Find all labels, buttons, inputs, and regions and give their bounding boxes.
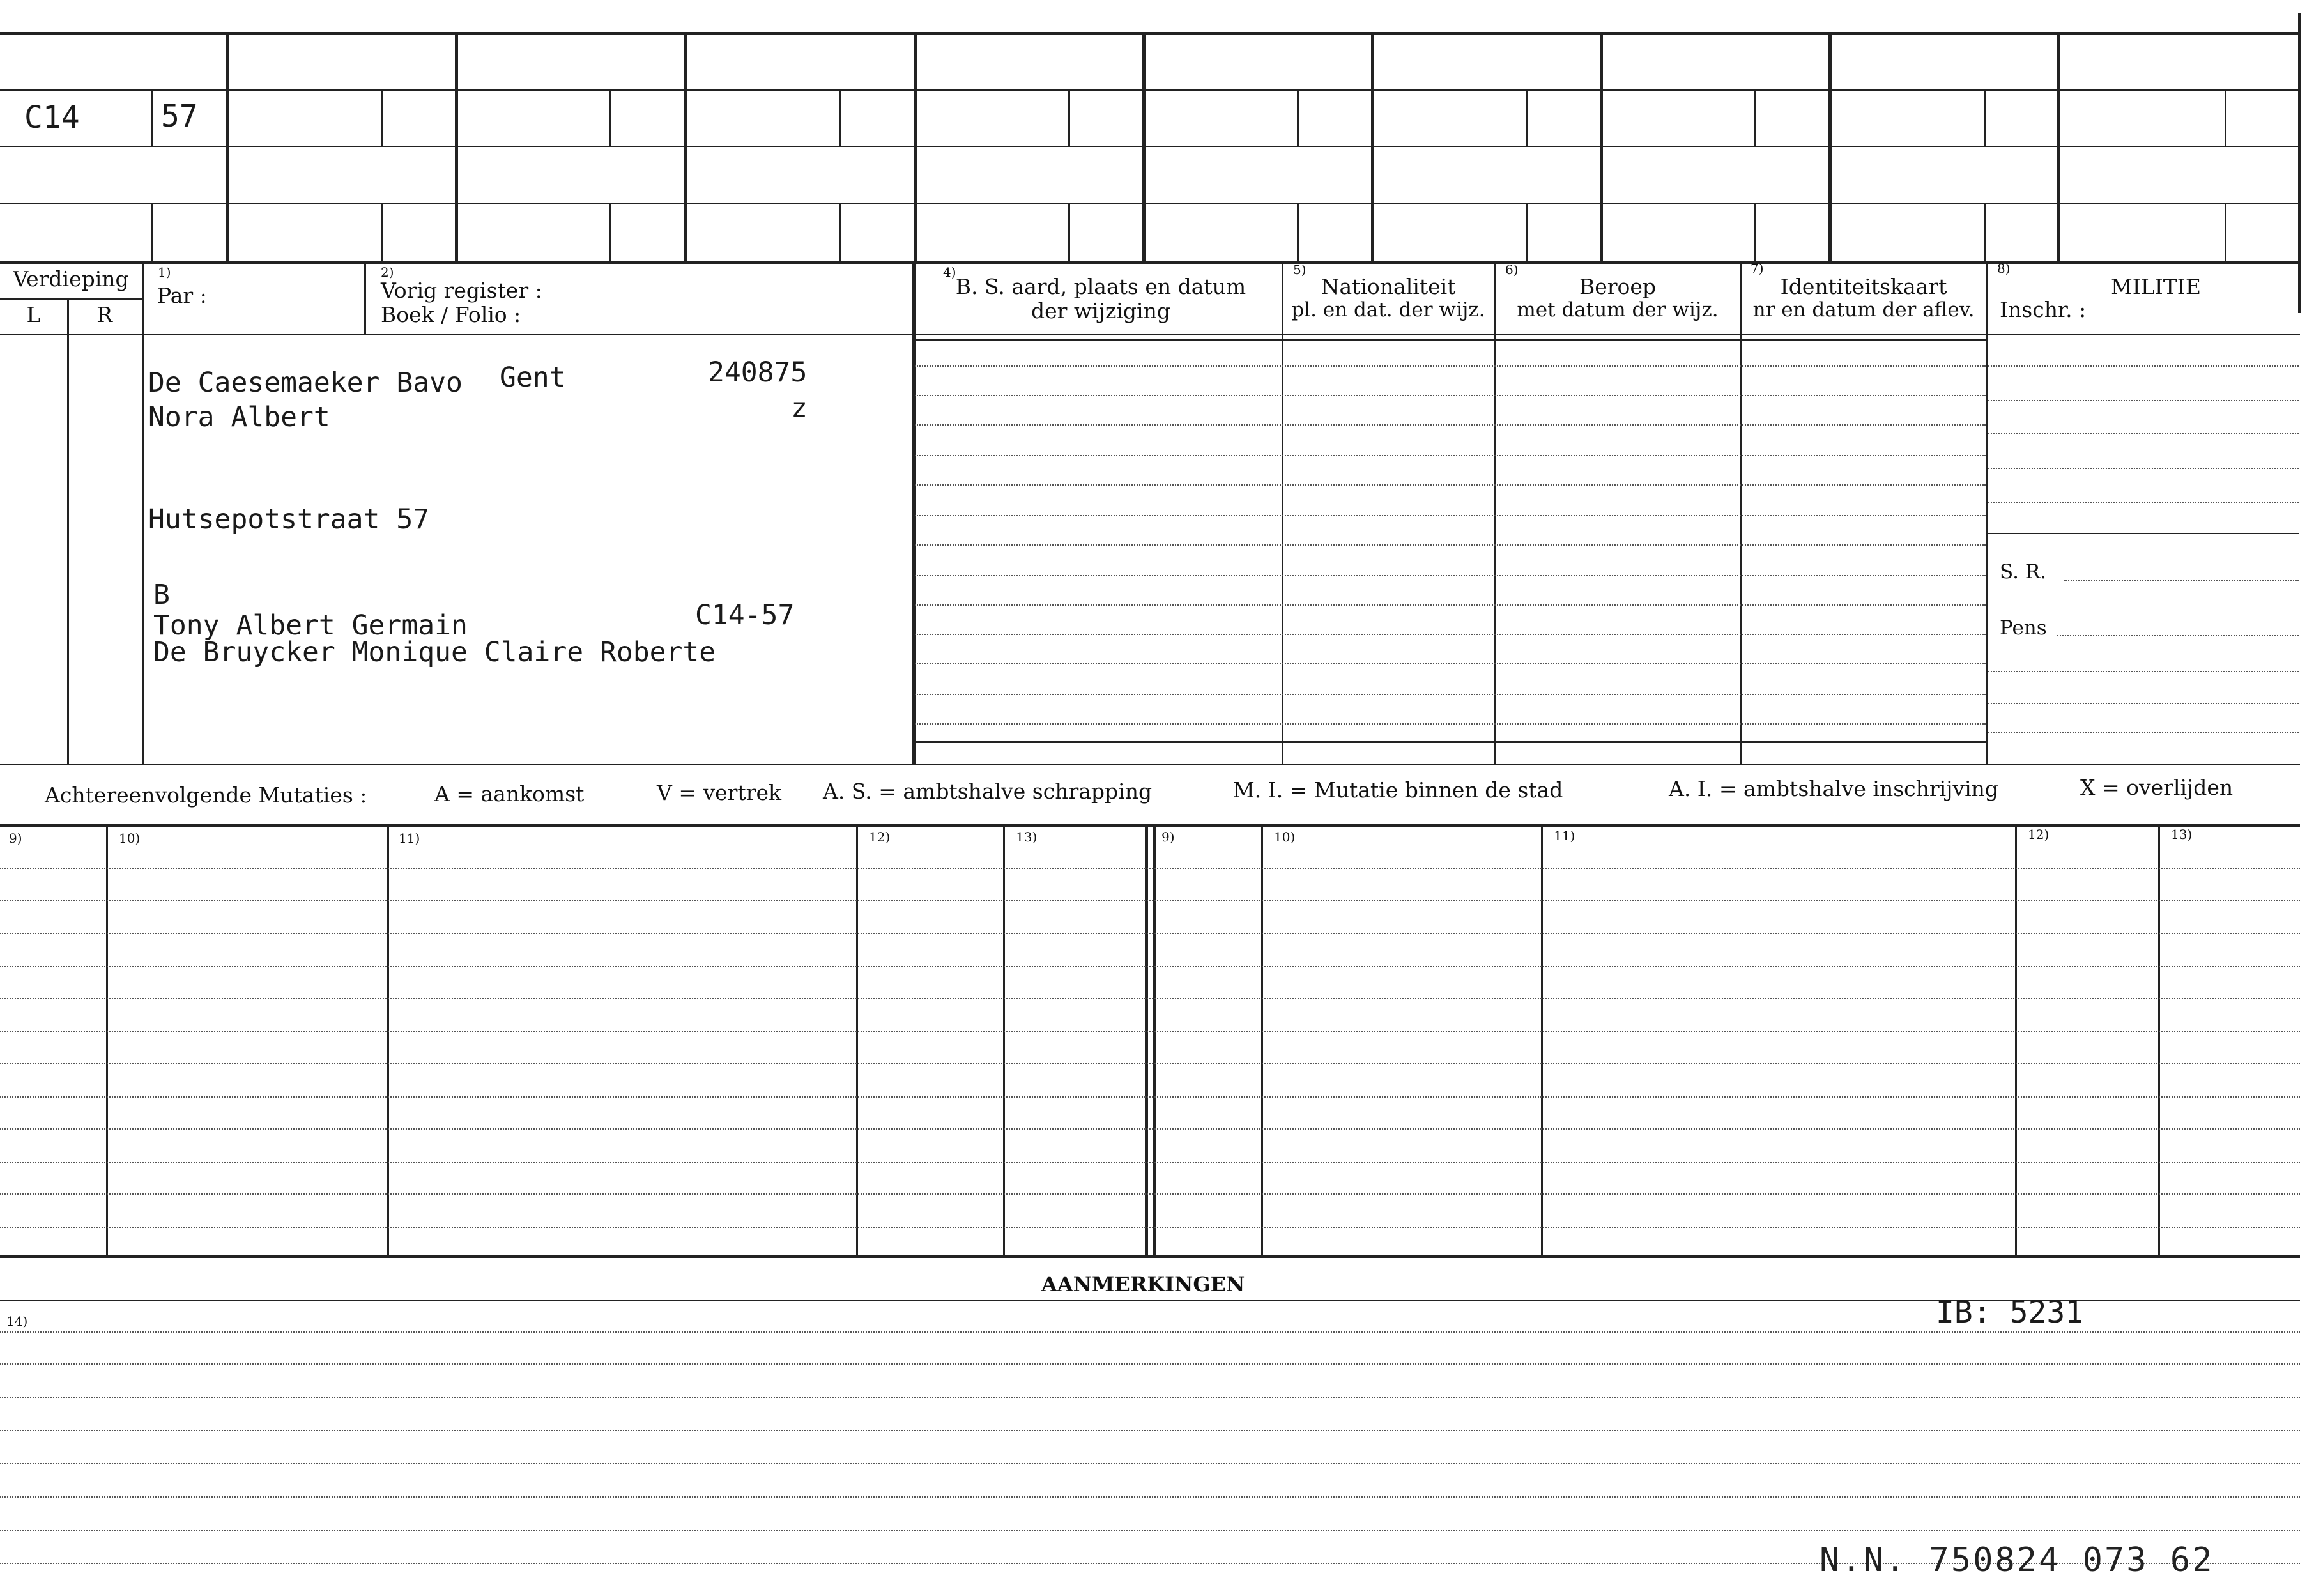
col6-title: Beroep <box>1579 274 1657 299</box>
mut-right-col12: 12) <box>2028 827 2050 842</box>
col7-number: 7) <box>1751 261 1764 276</box>
legend-aankomst: A = aankomst <box>434 781 585 806</box>
militie-title: MILITIE <box>2111 274 2201 299</box>
national-number: N.N. 750824 073 62 <box>1820 1541 2214 1579</box>
birthplace: Gent <box>500 362 566 394</box>
legend-mutatie-binnen-stad: M. I. = Mutatie binnen de stad <box>1233 778 1563 802</box>
sr-label: S. R. <box>2000 560 2047 583</box>
marker: z <box>791 392 808 424</box>
mut-left-col12: 12) <box>869 829 891 845</box>
col2-number: 2) <box>381 265 394 280</box>
household-b-name-2: De Bruycker Monique Claire Roberte <box>153 636 716 668</box>
floor-left-label: L <box>26 302 41 327</box>
col4-number: 4) <box>943 265 956 280</box>
inschr-label: Inschr. : <box>2000 297 2087 322</box>
col4-title: B. S. aard, plaats en datum <box>955 274 1246 299</box>
col6-subtitle: met datum der wijz. <box>1517 298 1719 321</box>
mut-left-col10: 10) <box>119 831 141 846</box>
mut-right-col9: 9) <box>1161 829 1175 845</box>
vorig-register-label: Vorig register : <box>381 278 542 303</box>
verdieping-label: Verdieping <box>13 266 129 291</box>
col5-number: 5) <box>1293 262 1306 277</box>
legend-overlijden: X = overlijden <box>2080 775 2234 800</box>
col7-subtitle: nr en datum der aflev. <box>1752 298 1975 321</box>
address: Hutsepotstraat 57 <box>148 503 430 535</box>
mut-right-col13: 13) <box>2171 827 2193 842</box>
remarks-col-number: 14) <box>6 1314 28 1329</box>
par-label: Par : <box>157 283 207 308</box>
mut-right-col10: 10) <box>1274 829 1296 845</box>
ib-number: IB: 5231 <box>1936 1294 2084 1330</box>
pens-label: Pens <box>2000 617 2047 640</box>
legend-ambtshalve-inschrijving: A. I. = ambtshalve inschrijving <box>1669 776 1999 801</box>
house-number: 57 <box>161 98 198 134</box>
block-code: C14 <box>24 100 80 135</box>
col5-subtitle: pl. en dat. der wijz. <box>1291 298 1485 321</box>
mut-right-col11: 11) <box>1554 828 1575 843</box>
mut-left-col13: 13) <box>1016 829 1038 845</box>
col8-number: 8) <box>1997 261 2011 276</box>
mutaties-title: Achtereenvolgende Mutaties : <box>45 783 367 808</box>
household-b-label: B <box>153 579 170 611</box>
col5-title: Nationaliteit <box>1321 274 1456 299</box>
birthdate: 240875 <box>708 357 808 388</box>
legend-vertrek: V = vertrek <box>657 780 781 805</box>
mut-left-col11: 11) <box>399 831 420 846</box>
boek-folio-label: Boek / Folio : <box>381 302 521 327</box>
head-of-household-name: De Caesemaeker Bavo <box>148 367 463 399</box>
parents-names: Nora Albert <box>148 401 330 433</box>
floor-right-label: R <box>96 302 112 327</box>
aanmerkingen-title: AANMERKINGEN <box>1041 1272 1245 1296</box>
household-b-name-1: Tony Albert Germain <box>153 610 468 641</box>
col1-number: 1) <box>158 265 171 280</box>
mut-left-col9: 9) <box>9 831 22 846</box>
col6-number: 6) <box>1505 262 1519 277</box>
col7-title: Identiteitskaart <box>1780 274 1947 299</box>
legend-ambtshalve-schrapping: A. S. = ambtshalve schrapping <box>823 779 1153 804</box>
col4-subtitle: der wijziging <box>1031 298 1170 323</box>
household-b-code: C14-57 <box>695 599 795 631</box>
